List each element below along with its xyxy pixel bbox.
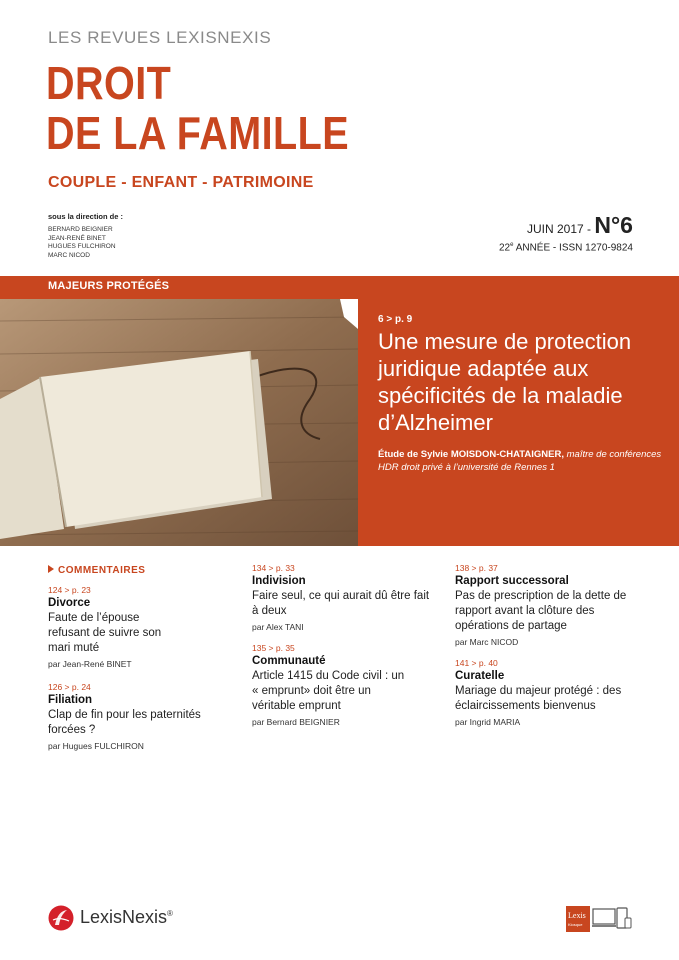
column-3 (455, 562, 645, 737)
issue-date: JUIN 2017 - (527, 222, 595, 236)
article-title: Communauté (252, 655, 326, 667)
article-author: par Ingrid MARIA (455, 717, 521, 727)
article-desc: Clap de fin pour les paternités forcées ? (48, 709, 201, 736)
journal-title-line2: DE LA FAMILLE (46, 107, 350, 159)
article-desc: Article 1415 du Code civil : un « emprunt» doit être un véritable emprunt (252, 670, 405, 712)
year-number: 22 (499, 242, 511, 254)
lead-author-role: maître de conférences HDR droit privé à l’université de Rennes 1 (378, 449, 662, 473)
brand-name: LexisNexis (80, 907, 168, 927)
article-title: Filiation (48, 694, 93, 706)
issue-year-issn (499, 242, 633, 253)
lead-author-name: Étude de Sylvie MOISDON-CHATAIGNER, (378, 449, 567, 460)
article-ref: 141 > p. 40 (455, 658, 498, 668)
article-item[interactable] (455, 562, 645, 649)
article-author: par Marc NICOD (455, 637, 519, 647)
commentaires-heading-label: COMMENTAIRES (58, 565, 146, 576)
article-author: par Bernard BEIGNIER (252, 717, 340, 727)
direction-list (48, 226, 116, 260)
lead-page-ref[interactable]: 6 > p. 9 (378, 314, 413, 325)
column-2 (252, 562, 432, 737)
director-name: BERNARD BEIGNIER (48, 226, 113, 233)
article-item[interactable] (48, 584, 228, 671)
article-ref: 126 > p. 24 (48, 682, 91, 692)
issue-number: N°6 (594, 212, 633, 238)
article-item[interactable] (252, 562, 432, 634)
lead-section-tag: MAJEURS PROTÉGÉS (48, 280, 170, 292)
article-ref: 135 > p. 35 (252, 643, 295, 653)
open-book-photo (0, 299, 358, 546)
triangle-right-icon (48, 565, 54, 573)
article-ref: 138 > p. 37 (455, 563, 498, 573)
article-title: Curatelle (455, 670, 505, 682)
year-suffix: e (510, 242, 514, 248)
badge-top-text: Lexis (568, 911, 586, 920)
column-1 (48, 584, 228, 761)
lexisnexis-logo-icon (48, 905, 74, 931)
lead-author (378, 448, 668, 474)
article-author: par Jean-René BINET (48, 659, 132, 669)
article-desc: Mariage du majeur protégé : des éclaircissements bienvenus (455, 685, 622, 712)
article-desc: Faire seul, ce qui aurait dû être fait à deux (252, 590, 430, 617)
devices-icon (592, 906, 632, 932)
article-ref: 124 > p. 23 (48, 585, 91, 595)
series-name: LES REVUES LEXISNEXIS (48, 28, 272, 47)
director-name: MARC NICOD (48, 251, 90, 259)
article-author: par Alex TANI (252, 622, 304, 632)
article-ref: 134 > p. 33 (252, 563, 295, 573)
director-name: HUGUES FULCHIRON (48, 243, 116, 250)
issn: ANNÉE - ISSN 1270-9824 (513, 242, 633, 254)
journal-title-line1: DROIT (46, 57, 172, 109)
article-title: Rapport successoral (455, 575, 569, 587)
issue-info (527, 212, 633, 239)
article-title: Indivision (252, 575, 306, 587)
article-title: Divorce (48, 597, 91, 609)
article-item[interactable] (48, 681, 228, 753)
badge-bottom-text: Kiosque (568, 922, 583, 927)
commentaires-heading (48, 565, 145, 576)
director-name: JEAN-RENÉ BINET (48, 234, 106, 242)
lexis-kiosque-badge[interactable] (566, 906, 590, 932)
article-author: par Hugues FULCHIRON (48, 741, 144, 751)
journal-subtitle: COUPLE - ENFANT - PATRIMOINE (48, 174, 314, 191)
article-desc: Faute de l’épouse refusant de suivre son mari muté (48, 612, 162, 654)
article-item[interactable] (252, 642, 432, 729)
lexisnexis-brand (80, 907, 173, 928)
direction-label: sous la direction de : (48, 212, 124, 221)
lead-title[interactable]: Une mesure de protection juridique adaptée aux spécificités de la maladie d’Alzheimer (378, 329, 632, 435)
article-item[interactable] (455, 657, 645, 729)
brand-mark: ® (167, 909, 173, 918)
article-desc: Pas de prescription de la dette de rapport avant la clôture des opérations de partage (455, 590, 627, 632)
